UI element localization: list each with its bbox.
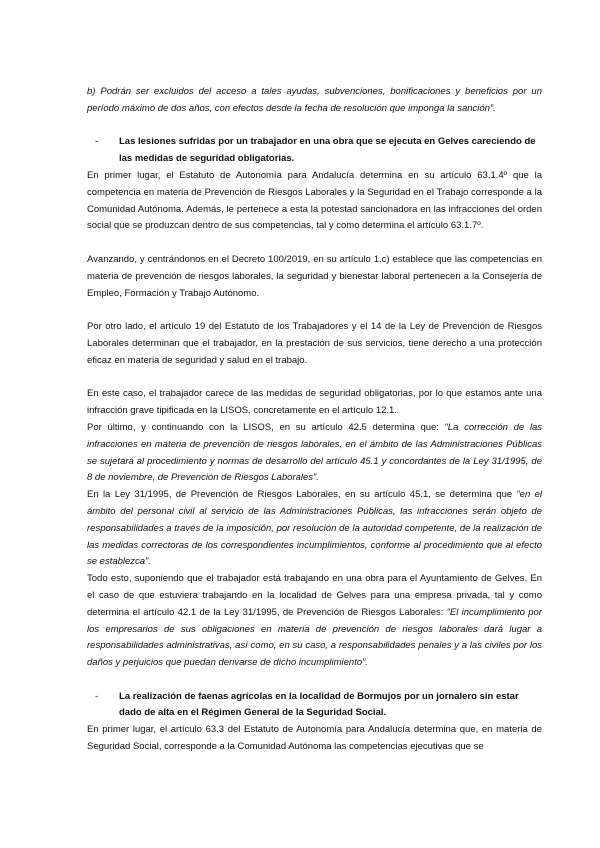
paragraph-estatuto: En primer lugar, el Estatuto de Autonomía para Andalucía determina en su artículo 63.1.4º que la competencia en materia de Prevención de Riesgos Laborales y la Seguridad en el Trabajo corresponde a la Comunidad Autónoma. Además, le pertenece a esta la potestad sancionadora en las infracciones del orden social que se produzcan dentro de sus competencias, tal y como determina el artículo 63.1.7º. [87, 169, 542, 232]
paragraph-decreto: Avanzando, y centrándonos en el Decreto 100/2019, en su artículo 1.c) establece que las competencias en materia de prevención de riesgos laborales, la seguridad y bienestar laboral pertenecen a la Consejería de Empleo, Formación y Trabajo Autónomo. [87, 253, 542, 299]
paragraph-lead: En la Ley 31/1995, de Prevención de Riesgos Laborales, en su artículo 45.1, se determina que [87, 489, 517, 501]
paragraph-gelves [87, 571, 542, 672]
spacer [87, 370, 542, 387]
paragraph-lead: Por último, y continuando con la LISOS, en su artículo 42.5 determina que: [87, 421, 445, 433]
paragraph-lead: Todo esto, suponiendo que el trabajador está trabajando en una obra para el Ayuntamiento de Gelves. En el caso de que estuviera trabajando en la localidad de Gelves para una empresa privada, tal y como determina el artículo 42.1 de la Ley 31/1995, de Prevención de Riesgos Laborales: [87, 573, 542, 618]
bullet-dash: - [95, 690, 99, 702]
paragraph-lisos [87, 420, 542, 487]
legal-quote: “en el ámbito del personal civil al servicio de las Administraciones Públicas, las infracciones serán objeto de responsabilidades a través de la imposición, por resolución de la autoridad competente, de la realización de las medidas correctoras de los correspondientes incumplimientos, conforme al procedimiento que al efecto se establezca”. [87, 489, 543, 568]
document-page [87, 84, 542, 756]
legal-quote: “La corrección de las infracciones en materia de prevención de riesgos laborales, en el ámbito de las Administraciones Públicas se sujetará al procedimiento y normas de desarrollo del artículo 45.1 y concordantes de la Ley 31/1995, de 8 de noviembre, de Prevención de Riesgos Laborales”. [87, 421, 542, 484]
bullet-dash: - [95, 136, 99, 148]
paragraph-seguridad-social: En primer lugar, el artículo 63.3 del Estatuto de Autonomía para Andalucía determina que, en materia de Seguridad Social, corresponde a la Comunidad Autónoma las competencias ejecutivas que se [87, 724, 542, 753]
spacer [87, 672, 542, 689]
section-heading-text: Las lesiones sufridas por un trabajador en una obra que se ejecuta en Gelves careciendo de las medidas de seguridad obligatorias. [119, 136, 536, 165]
section-heading-text: La realización de faenas agrícolas en la localidad de Bormujos por un jornalero sin estar dado de alta en el Régimen General de la Seguridad Social. [119, 690, 519, 719]
legal-quote: “El incumplimiento por los empresarios de sus obligaciones en materia de prevención de riesgos laborales dará lugar a responsabilidades administrativas, así como, en su caso, a responsabilidades penales y a las civiles por los daños y perjuicios que puedan derivarse de dicho incumplimiento”. [87, 606, 542, 669]
paragraph-infraccion: En este caso, el trabajador carece de las medidas de seguridad obligatorias, por lo que estamos ante una infracción grave tipificada en la LISOS, concretamente en el artículo 12.1. [87, 388, 542, 417]
paragraph-ley-31-1995 [87, 487, 542, 571]
paragraph-articulo-19: Por otro lado, el artículo 19 del Estatuto de los Trabajadores y el 14 de la Ley de Prevención de Riesgos Laborales determinan que el trabajador, en la prestación de sus servicios, tiene derecho a una protección eficaz en materia de seguridad y salud en el trabajo. [87, 321, 542, 366]
spacer [87, 235, 542, 252]
section-heading-2 [87, 689, 542, 723]
section-heading-1 [87, 134, 542, 168]
spacer [87, 302, 542, 319]
intro-quote: b) Podrán ser excluidos del acceso a tales ayudas, subvenciones, bonificaciones y beneficios por un período máximo de dos años, con efectos desde la fecha de resolución que imponga la sanción”. [87, 86, 542, 114]
spacer [87, 118, 542, 135]
